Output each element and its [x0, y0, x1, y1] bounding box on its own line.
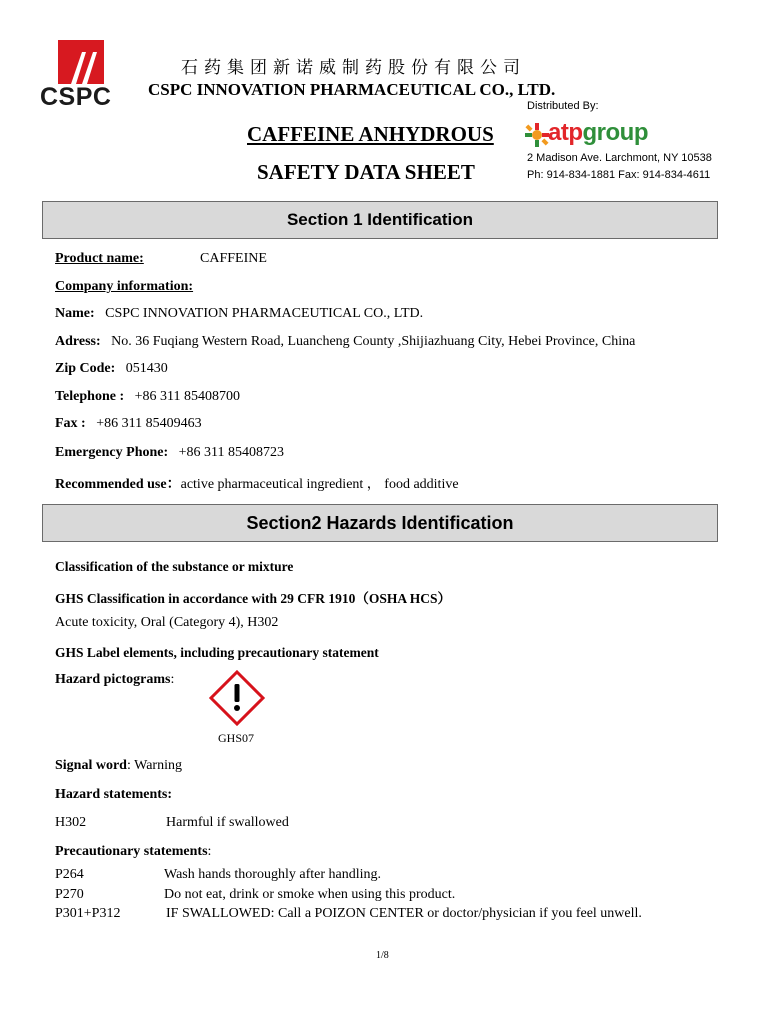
product-name-value: CAFFEINE — [200, 251, 267, 266]
distributed-by-label: Distributed By: — [527, 100, 599, 112]
precautionary-code: P301+P312 — [55, 906, 121, 921]
name-row — [55, 306, 423, 322]
fax-label: Fax : — [55, 416, 86, 431]
zip-row — [55, 361, 168, 377]
document-title: SAFETY DATA SHEET — [257, 160, 475, 184]
distributor-logo — [524, 119, 648, 149]
address-row — [55, 334, 635, 350]
company-information-label: Company information: — [55, 279, 194, 294]
logo-text: CSPC — [40, 83, 112, 111]
emergency-phone-row — [55, 445, 284, 461]
telephone-label: Telephone : — [55, 389, 125, 404]
emergency-phone-value: +86 311 85408723 — [178, 445, 285, 460]
pictogram-caption: GHS07 — [218, 731, 255, 745]
product-name-row — [55, 251, 267, 267]
company-name-english: CSPC INNOVATION PHARMACEUTICAL CO., LTD. — [148, 80, 556, 99]
atp-logo-text: atp — [548, 119, 583, 146]
hazard-pictograms-row — [55, 672, 174, 688]
signal-word-value: : Warning — [126, 758, 182, 773]
zip-label: Zip Code: — [55, 361, 116, 376]
section-1-title: Section 1 Identification — [286, 210, 474, 229]
precautionary-statements-row — [55, 844, 211, 860]
product-name-label: Product name: — [55, 251, 144, 266]
cspc-logo-mark — [58, 40, 104, 84]
page-number: 1/8 — [376, 950, 389, 961]
hazard-pictograms-colon: : — [170, 672, 175, 687]
atp-burst-icon — [524, 122, 550, 148]
hazard-statement-code: H302 — [55, 815, 87, 830]
recommended-use-row — [55, 473, 459, 493]
emergency-phone-label: Emergency Phone: — [55, 445, 169, 460]
section-1-header — [42, 201, 718, 239]
address-label: Adress: — [55, 334, 101, 349]
hazard-pictograms-label: Hazard pictograms — [55, 672, 171, 687]
precautionary-statements-label: Precautionary statements — [55, 844, 208, 859]
precautionary-text: IF SWALLOWED: Call a POIZON CENTER or doctor/physician if you feel unwell. — [166, 906, 642, 921]
recommended-use-value: active pharmaceutical ingredient ， food additive — [180, 477, 459, 492]
precautionary-text: Wash hands thoroughly after handling. — [164, 867, 381, 882]
distributor-phone: Ph: 914-834-1881 Fax: 914-834-4611 — [527, 169, 711, 181]
recommended-use-label: Recommended use： — [55, 477, 181, 492]
product-title: CAFFEINE ANHYDROUS — [247, 122, 494, 146]
precautionary-text: Do not eat, drink or smoke when using this product. — [164, 887, 456, 902]
telephone-row — [55, 389, 240, 405]
section-2-header — [42, 504, 718, 542]
signal-word-row — [55, 758, 182, 774]
company-name-chinese: 石药集团新诺威制药股份有限公司 — [181, 58, 526, 78]
ghs-classification-heading: GHS Classification in accordance with 29 CFR 1910（OSHA HCS） — [55, 591, 452, 606]
name-value: CSPC INNOVATION PHARMACEUTICAL CO., LTD. — [105, 306, 424, 321]
signal-word-label: Signal word — [55, 758, 127, 773]
precautionary-statements-colon: : — [207, 844, 212, 859]
hazard-statements-label: Hazard statements: — [55, 787, 173, 802]
section-2-title: Section2 Hazards Identification — [246, 512, 514, 533]
exclamation-diamond-icon — [209, 670, 265, 726]
fax-value: +86 311 85409463 — [96, 416, 202, 431]
name-label: Name: — [55, 306, 95, 321]
ghs07-pictogram — [209, 670, 265, 726]
address-value: No. 36 Fuqiang Western Road, Luancheng County ,Shijiazhuang City, Hebei Province, China — [111, 334, 636, 349]
precautionary-code: P264 — [55, 867, 84, 882]
label-elements-heading: GHS Label elements, including precautionary statement — [55, 645, 379, 660]
classification-value: Acute toxicity, Oral (Category 4), H302 — [55, 615, 279, 630]
group-logo-text: group — [582, 119, 648, 146]
fax-row — [55, 416, 202, 432]
cspc-logo — [40, 40, 122, 111]
distributor-address: 2 Madison Ave. Larchmont, NY 10538 — [527, 152, 712, 164]
hazard-statement-text: Harmful if swallowed — [166, 815, 289, 830]
zip-value: 051430 — [125, 361, 168, 376]
telephone-value: +86 311 85408700 — [134, 389, 240, 404]
classification-heading: Classification of the substance or mixture — [55, 559, 294, 574]
precautionary-code: P270 — [55, 887, 84, 902]
